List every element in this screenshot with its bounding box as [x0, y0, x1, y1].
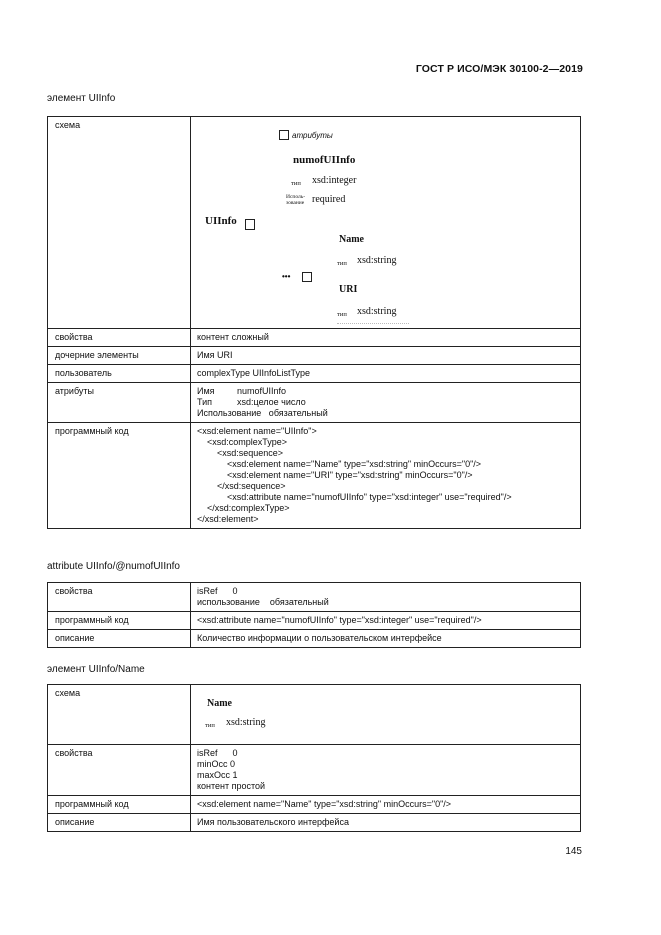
table-row [48, 583, 581, 612]
attributes-label: атрибуты [292, 131, 333, 140]
uri-element: URI [339, 284, 358, 295]
name-type-label: тип [205, 722, 215, 729]
name-type-string: xsd:string [357, 255, 397, 266]
name-element: Name [207, 698, 232, 709]
table-row [48, 745, 581, 796]
name-type-label: тип [337, 260, 347, 267]
code-line: </xsd:element> [197, 514, 259, 524]
uiinfo-root: UIInfo [205, 215, 237, 227]
table-row [48, 365, 581, 383]
schema-diagram [197, 688, 574, 741]
properties-label: свойства [48, 745, 191, 796]
section-title-attribute: attribute UIInfo/@numofUIInfo [47, 561, 180, 572]
code-label: программный код [48, 796, 191, 814]
standard-header: ГОСТ Р ИСО/МЭК 30100-2—2019 [415, 63, 583, 75]
name-type-string: xsd:string [226, 717, 266, 728]
attributes-row-value [191, 383, 581, 423]
property-line: isRef 0 [197, 586, 238, 596]
schema-diagram-cell [191, 685, 581, 745]
code-value: <xsd:element name="Name" type="xsd:string" minOccurs="0"/> [191, 796, 581, 814]
code-value: <xsd:attribute name="numofUIInfo" type="xsd:integer" use="required"/> [191, 612, 581, 630]
sequence-icon: ••• [282, 272, 291, 281]
table-row [48, 329, 581, 347]
property-line: minOcc 0 [197, 759, 236, 769]
attributes-box-icon [279, 130, 289, 140]
schema-diagram-cell [191, 117, 581, 329]
code-label: программный код [48, 423, 191, 529]
attr-line: Имя numofUIInfo [197, 386, 287, 396]
use-label [286, 194, 305, 206]
code-line: </xsd:sequence> [197, 481, 286, 491]
table-row [48, 117, 581, 329]
attr-line: Использование обязательный [197, 408, 328, 418]
description-value: Количество информации о пользовательском интерфейсе [191, 630, 581, 648]
numofuiinfo-attr: numofUIInfo [293, 154, 356, 166]
properties-value [191, 745, 581, 796]
table-row [48, 383, 581, 423]
uiinfo-table [47, 116, 581, 529]
property-line: использование обязательный [197, 597, 329, 607]
table-row [48, 612, 581, 630]
type-integer: xsd:integer [312, 175, 357, 186]
property-line: maxOcc 1 [197, 770, 238, 780]
name-element: Name [339, 234, 364, 245]
properties-value: контент сложный [191, 329, 581, 347]
code-line: <xsd:sequence> [197, 448, 284, 458]
property-line: isRef 0 [197, 748, 238, 758]
table-row [48, 423, 581, 529]
description-label: описание [48, 814, 191, 832]
schema-diagram [197, 120, 574, 325]
use-label-line1: Исполь- [286, 194, 306, 200]
page-number: 145 [565, 846, 582, 857]
properties-label: свойства [48, 583, 191, 612]
schema-label: схема [48, 685, 191, 745]
code-line: <xsd:attribute name="numofUIInfo" type="xsd:integer" use="required"/> [197, 492, 512, 502]
attr-line: Тип xsd:целое число [197, 397, 306, 407]
properties-label: свойства [48, 329, 191, 347]
description-value: Имя пользовательского интерфейса [191, 814, 581, 832]
properties-value [191, 583, 581, 612]
code-line: <xsd:element name="Name" type="xsd:string" minOccurs="0"/> [197, 459, 482, 469]
table-row [48, 814, 581, 832]
use-label-line2: зование [286, 200, 305, 206]
code-label: программный код [48, 612, 191, 630]
table-row [48, 347, 581, 365]
name-table [47, 684, 581, 832]
table-row [48, 796, 581, 814]
user-value: complexType UIInfoListType [191, 365, 581, 383]
uri-type-string: xsd:string [357, 306, 397, 317]
code-line: <xsd:element name="URI" type="xsd:string" minOccurs="0"/> [197, 470, 473, 480]
code-value [191, 423, 581, 529]
schema-label: схема [48, 117, 191, 329]
attributes-row-label: атрибуты [48, 383, 191, 423]
code-line: </xsd:complexType> [197, 503, 290, 513]
children-value: Имя URI [191, 347, 581, 365]
code-line: <xsd:element name="UIInfo"> [197, 426, 317, 436]
expand-box-icon [245, 219, 255, 230]
dotted-divider [337, 323, 409, 324]
children-label: дочерние элементы [48, 347, 191, 365]
type-label: тип [291, 180, 301, 187]
attribute-table [47, 582, 581, 648]
description-label: описание [48, 630, 191, 648]
section-title-name: элемент UIInfo/Name [47, 664, 145, 675]
use-required: required [312, 194, 346, 205]
code-line: <xsd:complexType> [197, 437, 288, 447]
sequence-box-icon [302, 272, 312, 282]
user-label: пользователь [48, 365, 191, 383]
uri-type-label: тип [337, 311, 347, 318]
table-row [48, 685, 581, 745]
property-line: контент простой [197, 781, 266, 791]
section-title-uiinfo: элемент UIInfo [47, 93, 116, 104]
table-row [48, 630, 581, 648]
